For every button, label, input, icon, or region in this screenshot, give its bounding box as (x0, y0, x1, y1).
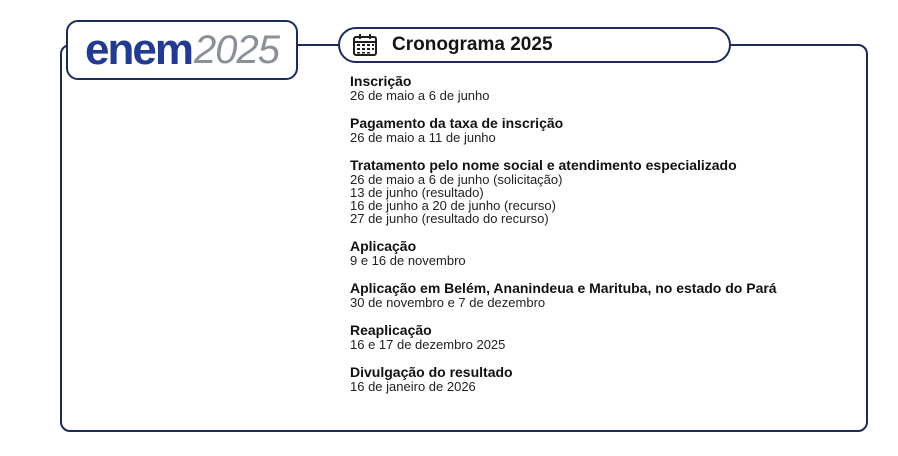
schedule-item-title: Pagamento da taxa de inscrição (350, 115, 564, 131)
schedule-item-title: Reaplicação (350, 322, 432, 338)
logo-year: 2025 (193, 28, 279, 72)
schedule-item-title: Aplicação (350, 238, 417, 254)
schedule-item-resultado (350, 365, 860, 393)
schedule-item-tratamento (350, 158, 860, 225)
schedule-item-date: 13 de junho (resultado) (350, 185, 484, 200)
schedule-item-title: Tratamento pelo nome social e atendimento especializado (350, 157, 737, 173)
schedule-item-title: Inscrição (350, 73, 412, 89)
schedule-item-date: 26 de maio a 11 de junho (350, 130, 496, 145)
enem-logo (66, 20, 298, 80)
page-title: Cronograma 2025 (392, 34, 553, 55)
schedule-item-date: 16 de janeiro de 2026 (350, 379, 476, 394)
schedule-item-date: 27 de junho (resultado do recurso) (350, 211, 549, 226)
schedule-item-title: Aplicação em Belém, Ananindeua e Marituba, no estado do Pará (350, 280, 777, 296)
schedule-item-title: Divulgação do resultado (350, 364, 513, 380)
schedule-item-date: 26 de maio a 6 de junho (350, 88, 490, 103)
schedule-item-inscricao (350, 74, 860, 102)
schedule-item-date: 30 de novembro e 7 de dezembro (350, 295, 546, 310)
schedule-item-date: 16 de junho a 20 de junho (recurso) (350, 198, 556, 213)
title-pill (338, 27, 731, 63)
schedule-item-aplicacao (350, 239, 860, 267)
schedule-item-reaplicacao (350, 323, 860, 351)
schedule-item-date: 16 e 17 de dezembro 2025 (350, 337, 506, 352)
schedule-item-date: 26 de maio a 6 de junho (solicitação) (350, 172, 563, 187)
calendar-icon (352, 33, 378, 57)
schedule-item-date: 9 e 16 de novembro (350, 253, 466, 268)
schedule-item-aplicacao-para (350, 281, 860, 309)
schedule-list (350, 74, 860, 407)
logo-brand: enem (85, 25, 192, 74)
schedule-item-pagamento (350, 116, 860, 144)
